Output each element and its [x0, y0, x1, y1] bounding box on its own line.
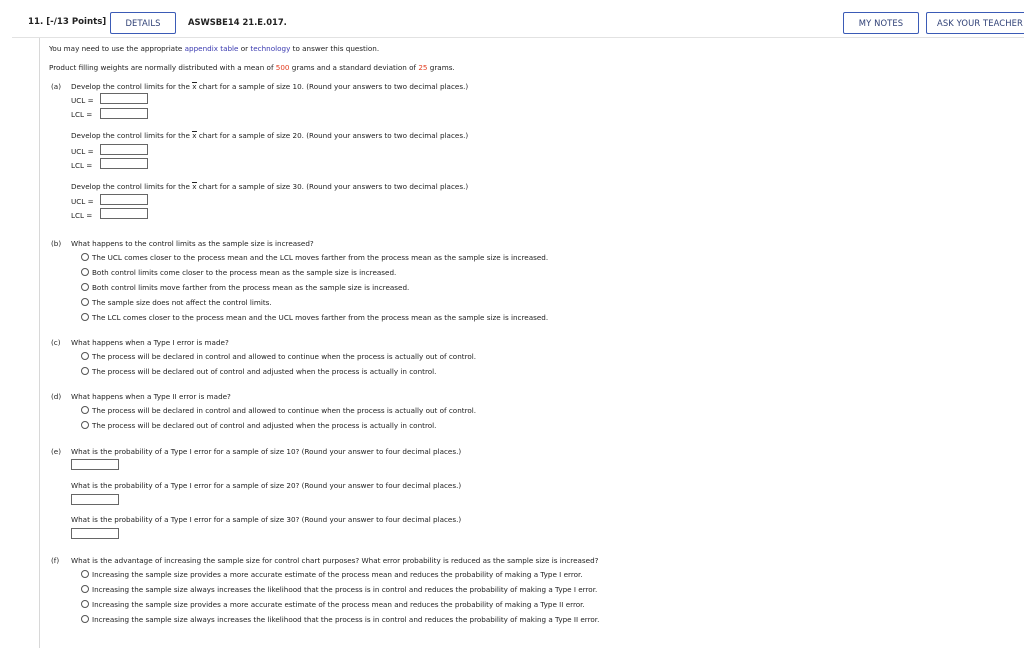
- question-body: [39, 38, 1024, 648]
- radio-d-option-2[interactable]: [81, 421, 89, 429]
- radio-b-option-1[interactable]: [81, 253, 89, 261]
- part-e-question-2: What is the probability of a Type I error for a sample of size 20? (Round your answer to four decimal places.): [71, 481, 462, 490]
- b-option-1-label: The UCL comes closer to the process mean and the LCL moves farther from the process mean as the sample size is increased.: [92, 253, 549, 262]
- f-option-1-label: Increasing the sample size provides a more accurate estimate of the process mean and reduces the probability of making a Type I error.: [92, 570, 583, 579]
- b-option-5-label: The LCL comes closer to the process mean and the UCL moves farther from the process mean as the sample size is increased.: [92, 313, 549, 322]
- resource-note: You may need to use the appropriate appendix table or technology to answer this question.: [49, 44, 380, 53]
- radio-d-option-1[interactable]: [81, 406, 89, 414]
- d-option-1-label: The process will be declared in control and allowed to continue when the process is actually out of control.: [92, 406, 477, 415]
- part-e-question-1: What is the probability of a Type I error for a sample of size 10? (Round your answer to four decimal places.): [71, 447, 462, 456]
- radio-c-option-2[interactable]: [81, 367, 89, 375]
- radio-c-option-1[interactable]: [81, 352, 89, 360]
- c-option-1-label: The process will be declared in control and allowed to continue when the process is actually out of control.: [92, 352, 477, 361]
- radio-b-option-3[interactable]: [81, 283, 89, 291]
- ucl-label: UCL =: [71, 197, 94, 206]
- part-d-question: What happens when a Type II error is made?: [71, 392, 231, 401]
- part-e-label: (e): [51, 447, 62, 456]
- type1-prob-input-n20[interactable]: [71, 494, 119, 505]
- radio-b-option-2[interactable]: [81, 268, 89, 276]
- b-option-4-label: The sample size does not affect the control limits.: [92, 298, 272, 307]
- ucl-input-n10[interactable]: [100, 93, 148, 104]
- ucl-input-n20[interactable]: [100, 144, 148, 155]
- lcl-input-n20[interactable]: [100, 158, 148, 169]
- f-option-4-label: Increasing the sample size always increases the likelihood that the process is in control and reduces the probability of making a Type II error.: [92, 615, 600, 624]
- part-a-prompt-3: Develop the control limits for the x chart for a sample of size 30. (Round your answers to two decimal places.): [71, 182, 469, 191]
- c-option-2-label: The process will be declared out of control and adjusted when the process is actually in control.: [92, 367, 437, 376]
- type1-prob-input-n10[interactable]: [71, 459, 119, 470]
- xbar-symbol: x: [192, 182, 197, 191]
- radio-f-option-3[interactable]: [81, 600, 89, 608]
- part-c-question: What happens when a Type I error is made?: [71, 338, 229, 347]
- d-option-2-label: The process will be declared out of control and adjusted when the process is actually in control.: [92, 421, 437, 430]
- ask-teacher-button[interactable]: ASK YOUR TEACHER: [926, 12, 1024, 34]
- lcl-input-n10[interactable]: [100, 108, 148, 119]
- ucl-label: UCL =: [71, 147, 94, 156]
- details-button[interactable]: DETAILS: [110, 12, 176, 34]
- xbar-symbol: x: [192, 131, 197, 140]
- part-a-prompt-1: Develop the control limits for the x chart for a sample of size 10. (Round your answers to two decimal places.): [71, 82, 469, 91]
- problem-statement: Product filling weights are normally distributed with a mean of 500 grams and a standard deviation of 25 grams.: [49, 63, 455, 72]
- technology-link[interactable]: technology: [250, 44, 291, 53]
- part-c-label: (c): [51, 338, 61, 347]
- lcl-label: LCL =: [71, 110, 93, 119]
- radio-b-option-4[interactable]: [81, 298, 89, 306]
- part-e-question-3: What is the probability of a Type I error for a sample of size 30? (Round your answer to four decimal places.): [71, 515, 462, 524]
- radio-f-option-2[interactable]: [81, 585, 89, 593]
- ucl-label: UCL =: [71, 96, 94, 105]
- appendix-table-link[interactable]: appendix table: [184, 44, 239, 53]
- f-option-3-label: Increasing the sample size provides a more accurate estimate of the process mean and reduces the probability of making a Type II error.: [92, 600, 585, 609]
- part-b-label: (b): [51, 239, 62, 248]
- lcl-input-n30[interactable]: [100, 208, 148, 219]
- part-a-label: (a): [51, 82, 62, 91]
- f-option-2-label: Increasing the sample size always increases the likelihood that the process is in control and reduces the probability of making a Type I error.: [92, 585, 598, 594]
- sd-value: 25: [418, 63, 428, 72]
- radio-f-option-1[interactable]: [81, 570, 89, 578]
- radio-f-option-4[interactable]: [81, 615, 89, 623]
- lcl-label: LCL =: [71, 211, 93, 220]
- mean-value: 500: [275, 63, 290, 72]
- b-option-2-label: Both control limits come closer to the process mean as the sample size is increased.: [92, 268, 397, 277]
- part-f-question: What is the advantage of increasing the sample size for control chart purposes? What error probability is reduced as the sample size is increased?: [71, 556, 599, 565]
- part-f-label: (f): [51, 556, 60, 565]
- my-notes-button[interactable]: MY NOTES: [843, 12, 919, 34]
- part-a-prompt-2: Develop the control limits for the x chart for a sample of size 20. (Round your answers to two decimal places.): [71, 131, 469, 140]
- xbar-symbol: x: [192, 82, 197, 91]
- type1-prob-input-n30[interactable]: [71, 528, 119, 539]
- b-option-3-label: Both control limits move farther from the process mean as the sample size is increased.: [92, 283, 410, 292]
- question-header: [12, 0, 1024, 38]
- ucl-input-n30[interactable]: [100, 194, 148, 205]
- problem-code: ASWSBE14 21.E.017.: [188, 17, 287, 27]
- question-number: 11. [-/13 Points]: [28, 17, 107, 27]
- radio-b-option-5[interactable]: [81, 313, 89, 321]
- part-d-label: (d): [51, 392, 62, 401]
- part-b-question: What happens to the control limits as the sample size is increased?: [71, 239, 314, 248]
- lcl-label: LCL =: [71, 161, 93, 170]
